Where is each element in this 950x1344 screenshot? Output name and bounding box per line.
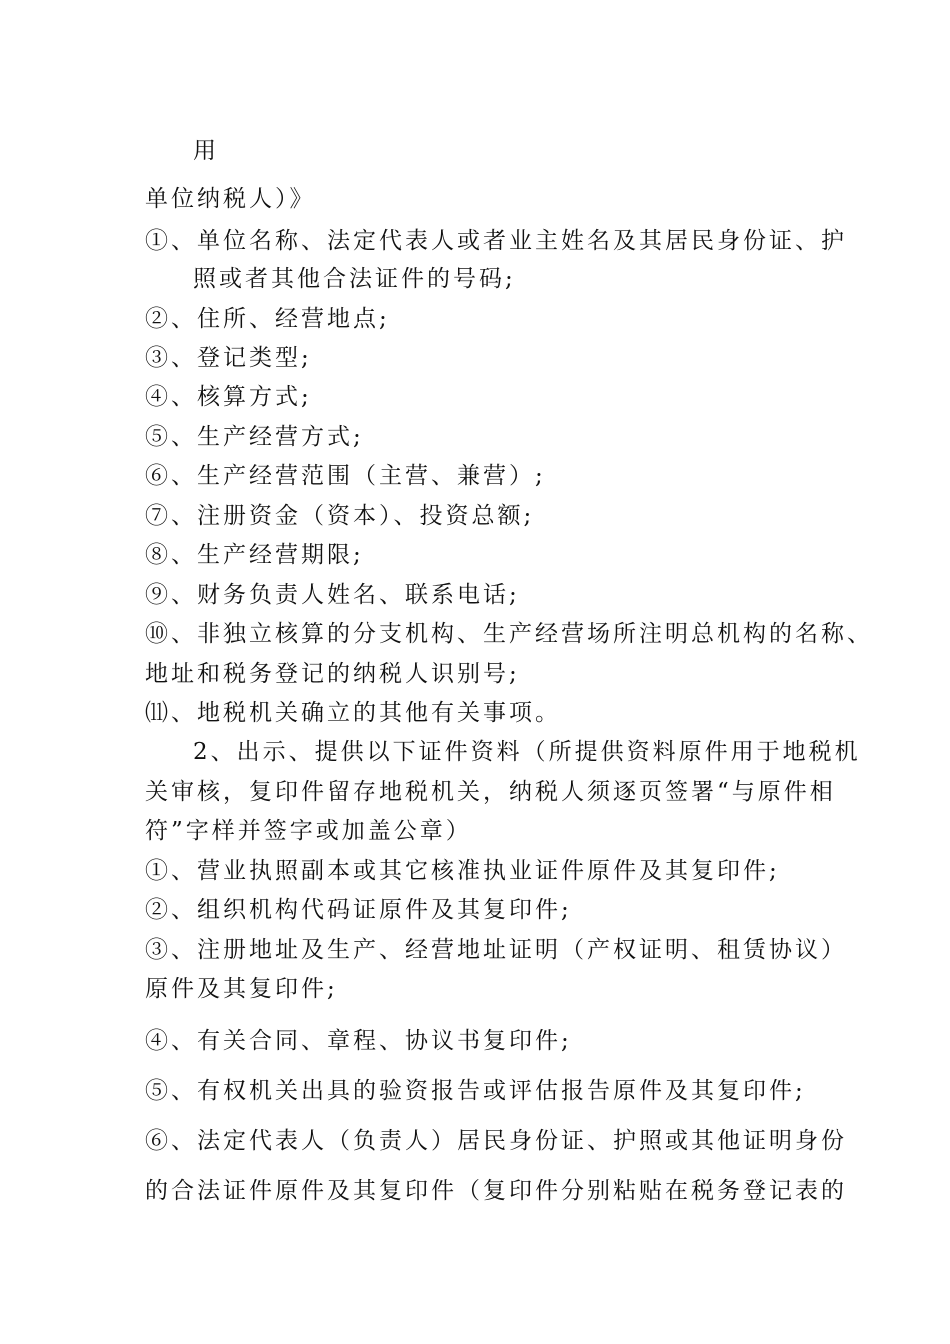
list-item-3: ③、登记类型; bbox=[145, 345, 312, 371]
doc-item-2: ②、组织机构代码证原件及其复印件; bbox=[145, 897, 572, 923]
list-item-7: ⑦、注册资金（资本）、投资总额; bbox=[145, 503, 535, 529]
doc-item-6: ⑥、法定代表人（负责人）居民身份证、护照或其他证明身份 bbox=[145, 1128, 847, 1154]
doc-item-4: ④、有关合同、章程、协议书复印件; bbox=[145, 1028, 572, 1054]
list-item-11: ⑾、地税机关确立的其他有关事项。 bbox=[145, 700, 561, 726]
list-item-6: ⑥、生产经营范围（主营、兼营）; bbox=[145, 463, 546, 489]
list-item-5: ⑤、生产经营方式; bbox=[145, 424, 364, 450]
section-2-text-cont-2: 符”字样并签字或加盖公章） bbox=[145, 818, 472, 844]
list-item-1-cont: 照或者其他合法证件的号码; bbox=[193, 266, 516, 292]
list-item-10: ⑩、非独立核算的分支机构、生产经营场所注明总机构的名称、 bbox=[145, 621, 873, 647]
section-2-text-cont-1: 关审核，复印件留存地税机关，纳税人须逐页签署“与原件相 bbox=[145, 779, 836, 805]
list-item-2: ②、住所、经营地点; bbox=[145, 306, 390, 332]
list-item-8: ⑧、生产经营期限; bbox=[145, 542, 364, 568]
doc-item-6-cont: 的合法证件原件及其复印件（复印件分别粘贴在税务登记表的 bbox=[145, 1178, 847, 1204]
list-item-1: ①、单位名称、法定代表人或者业主姓名及其居民身份证、护 bbox=[145, 228, 847, 254]
text-line-2: 单位纳税人）》 bbox=[145, 186, 316, 212]
doc-item-3: ③、注册地址及生产、经营地址证明（产权证明、租赁协议） bbox=[145, 937, 847, 963]
doc-item-1: ①、营业执照副本或其它核准执业证件原件及其复印件; bbox=[145, 858, 780, 884]
section-2-heading: 2、出示、提供以下证件资料（所提供资料原件用于地税机 bbox=[193, 739, 861, 765]
text-line-1: 用 bbox=[193, 138, 219, 164]
list-item-10-cont: 地址和税务登记的纳税人识别号; bbox=[145, 661, 520, 687]
list-item-9: ⑨、财务负责人姓名、联系电话; bbox=[145, 582, 520, 608]
doc-item-3-cont: 原件及其复印件; bbox=[145, 976, 338, 1002]
doc-item-5: ⑤、有权机关出具的验资报告或评估报告原件及其复印件; bbox=[145, 1078, 806, 1104]
list-item-4: ④、核算方式; bbox=[145, 384, 312, 410]
